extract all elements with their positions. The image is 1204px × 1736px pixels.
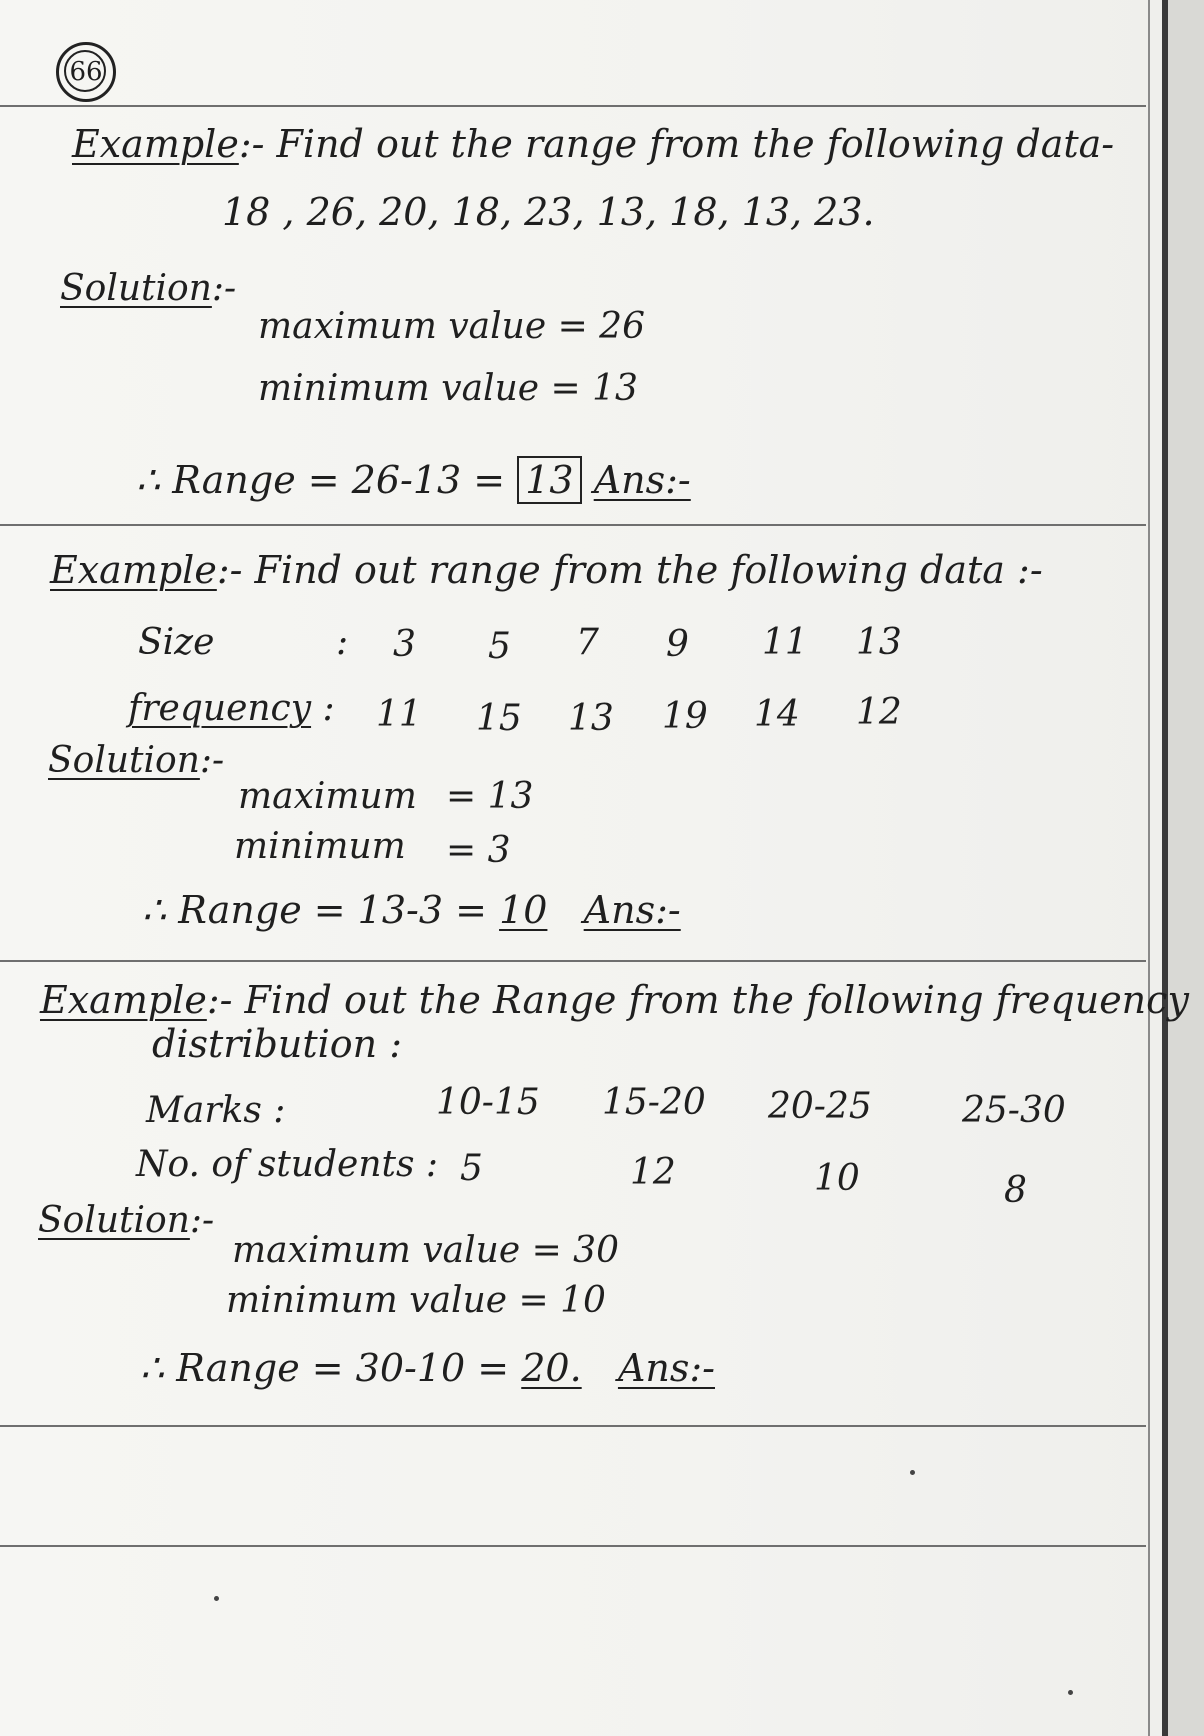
ruled-line [0,1425,1146,1427]
pen-dot [1068,1690,1073,1695]
size-value: 7 [576,622,599,663]
example2-freq-row-label: frequency : [128,688,335,729]
ruled-line [0,1545,1146,1547]
size-value: 13 [856,622,902,663]
example1-heading-text: :- Find out the range from the following data- [238,122,1115,166]
ruled-line [0,524,1146,526]
example2-ans-label: Ans:- [583,888,681,932]
example2-solution [48,740,224,781]
example1-solution-label: Solution [60,268,212,309]
example2-solution-suffix: :- [199,740,225,781]
size-value: 5 [488,626,511,667]
example1-range-prefix: ∴ Range = 26-13 = [136,458,506,502]
pen-dot [214,1596,219,1601]
example2-max-label: maximum [238,776,417,817]
example2-solution-label: Solution [48,740,200,781]
example3-heading-text: :- Find out the Range from the following frequency [206,978,1189,1022]
frequency-value: 19 [662,696,708,737]
example2-min-value: = 3 [446,830,511,871]
example3-range-prefix: ∴ Range = 30-10 = [140,1346,510,1390]
marks-value: 10-15 [436,1082,540,1123]
example2-range-answer: 10 [499,888,548,932]
size-value: 3 [393,624,416,665]
ruled-line [0,960,1146,962]
example3-students-label: No. of students : [136,1144,439,1185]
example2-label: Example [50,548,217,592]
students-value: 12 [630,1152,676,1193]
example1-range-line [136,456,691,504]
example1-solution [60,268,236,309]
example2-max-value: = 13 [446,776,534,817]
example2-heading [50,548,1043,592]
students-value: 5 [460,1148,483,1189]
frequency-value: 15 [476,698,522,739]
example1-data: 18 , 26, 20, 18, 23, 13, 18, 13, 23. [222,190,875,234]
example1-ans-label: Ans:- [593,458,691,502]
example3-solution-suffix: :- [189,1200,215,1241]
example3-solution-label: Solution [38,1200,190,1241]
example1-solution-suffix: :- [211,268,237,309]
page-edge-shadow [1168,0,1204,1736]
marks-value: 15-20 [602,1082,706,1123]
example2-min-label: minimum [234,826,406,867]
size-value: 9 [666,624,689,665]
example3-label: Example [40,978,207,1022]
ruled-line [0,105,1146,107]
example2-size-label: Size [138,622,215,663]
example3-range-line [140,1346,715,1390]
example1-min-line: minimum value = 13 [258,368,638,409]
example3-heading [40,978,1189,1022]
example1-heading [72,122,1114,166]
page-number: 66 [56,42,116,102]
example2-range-prefix: ∴ Range = 13-3 = [142,888,487,932]
example3-range-answer: 20. [521,1346,582,1390]
example3-heading-line2: distribution : [152,1022,403,1066]
example1-max-line: maximum value = 26 [258,306,645,347]
example2-freq-label: frequency [128,688,312,729]
marks-value: 25-30 [962,1090,1066,1131]
frequency-value: 13 [568,698,614,739]
marks-value: 20-25 [768,1086,872,1127]
example3-max-line: maximum value = 30 [232,1230,619,1271]
frequency-value: 14 [754,694,800,735]
students-value: 10 [814,1158,860,1199]
example1-label: Example [72,122,239,166]
example3-min-line: minimum value = 10 [226,1280,606,1321]
students-value: 8 [1004,1170,1027,1211]
frequency-value: 12 [856,692,902,733]
example3-ans-label: Ans:- [617,1346,715,1390]
size-colon: : [336,622,349,663]
example3-solution [38,1200,214,1241]
example1-range-answer: 13 [517,456,581,504]
example2-range-line [142,888,681,932]
size-value: 11 [762,622,808,663]
frequency-value: 11 [376,694,422,735]
example3-marks-label: Marks : [146,1090,286,1131]
page-margin-line [1148,0,1150,1736]
example2-heading-text: :- Find out range from the following data :- [216,548,1043,592]
pen-dot [910,1470,915,1475]
